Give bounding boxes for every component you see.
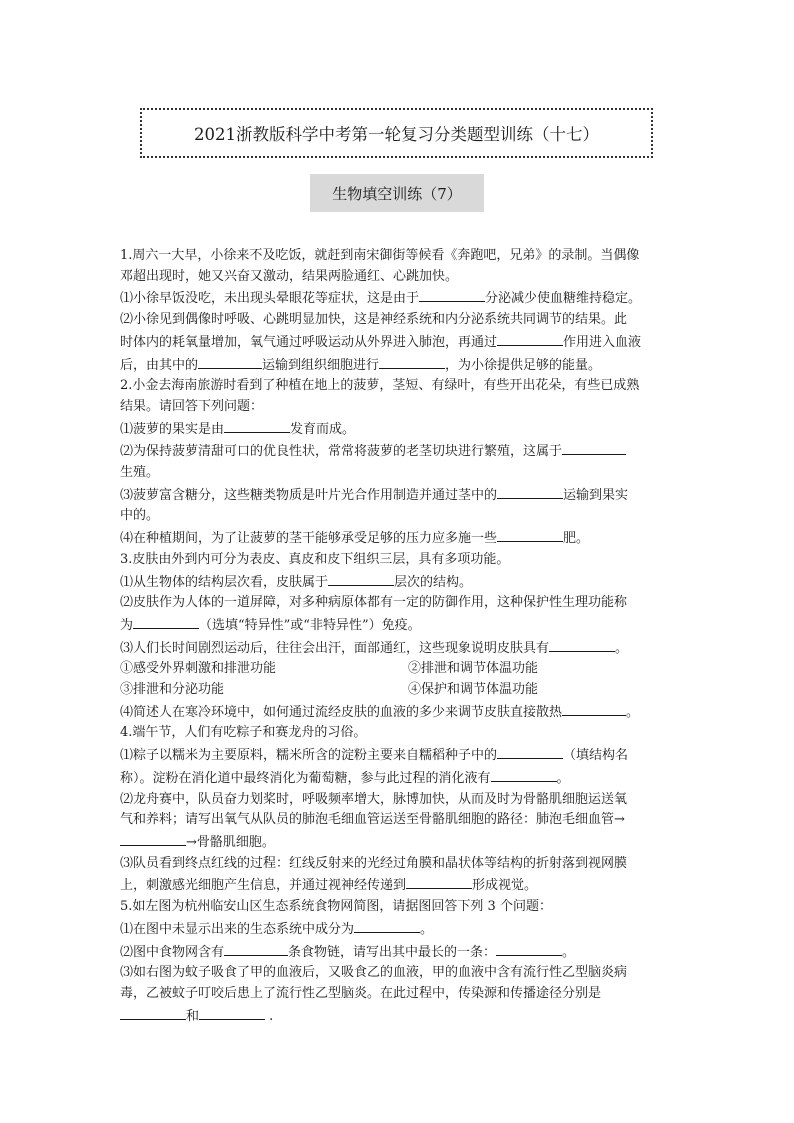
answer-blank bbox=[120, 1005, 186, 1020]
section-subtitle-box bbox=[310, 174, 484, 212]
answer-blank bbox=[549, 637, 615, 652]
answer-blank bbox=[354, 918, 420, 933]
question-3-part-2: ⑵皮肤作为人体的一道屏障，对多种病原体都有一定的防御作用，这种保护性生理功能称 bbox=[120, 595, 628, 611]
question-4-part-1: ⑴粽子以糯米为主要原料，糯米所含的淀粉主要来自糯稻种子中的 （填结构名 bbox=[120, 744, 680, 767]
answer-blank bbox=[224, 418, 290, 433]
answer-blank bbox=[496, 941, 562, 956]
option-2: ②排泄和调节体温功能 bbox=[408, 661, 539, 677]
answer-blank bbox=[120, 831, 186, 846]
question-5-stem: 5.如左图为杭州临安山区生态系统食物网简图，请据图回答下列 3 个问题： bbox=[120, 899, 552, 915]
question-5-part-1: ⑴在图中未显示出来的生态系统中成分为 。 bbox=[120, 918, 680, 941]
question-3-part-3: ⑶人们长时间剧烈运动后，往往会出汗，面部通红，这些现象说明皮肤具有 。 bbox=[120, 637, 680, 660]
question-1-part-2: ⑵小徐见到偶像时呼吸、心跳明显加快，这是神经系统和内分泌系统共同调节的结果。此 bbox=[120, 312, 628, 328]
question-4-part-2: ⑵龙舟赛中，队员奋力划桨时，呼吸频率增大，脉博加快，从而及时为骨骼肌细胞运送氧 bbox=[120, 791, 628, 807]
answer-blank bbox=[491, 767, 557, 782]
answer-blank bbox=[497, 527, 563, 542]
question-content: 1.周六一大早，小徐来不及吃饭，就赶到南宋御街等候看《奔跑吧，兄弟》的录制。当偶像 邓超出现时，她又兴奋又激动，结果两脸通红、心跳加快。 ⑴小徐早饭没吃，未出现头晕眼花等症状，这是由于 分泌减少使血糖维持稳定。 ⑵小徐见到偶像时呼吸、心跳明显加快，这是神经系统和内分泌系统共同调节的结果。此 时体内的耗氧量增加，氧气通过呼吸运动从外界进入肺泡，再通过 作用进入血液 后，由其中的 运输到组织细胞进行 ，为小徐提供足够的能量。 2.小金去海南旅游时看到了种植在地上的菠萝，茎短、有绿叶，有些开出花朵，有些已成熟 结果。请回答下列问题： ⑴菠萝的果实是由 发育而成。 ⑵为保持菠萝清甜可口的优良性状，常常将菠萝的老茎切块进行繁殖，这属于 生殖。 ⑶菠萝富含糖分，这些糖类物质是叶片光合作用制造并通过茎中的 运输到果实 中的。 ⑷在种植期间，为了让菠萝的茎干能够承受足够的压力应多施一些 肥。 3.皮肤由外到内可分为表皮、真皮和皮下组织三层，具有多项功能。 ⑴从生物体的结构层次看，皮肤属于 层次的结构。 ⑵皮肤作为人体的一道屏障，对多种病原体都有一定的防御作用，这种保护性生理功能称 为 （选填“特异性”或“非特异性”）免疫。 ⑶人们长时间剧烈运动后，往往会出汗，面部通红，这些现象说明皮肤具有 。 ①感受外界刺激和排泄功能 ②排泄和调节体温功能 ③排泄和分泌功能 ④保护和调节体温功能 ⑷简述人在寒冷环境中，如何通过流经皮肤的血液的多少来调节皮肤直接散热 。 4.端午节，人们有吃粽子和赛龙舟的习俗。 ⑴粽子以糯米为主要原料，糯米所含的淀粉主要来自糯稻种子中的 （填结构名 称）。淀粉在消化道中最终消化为葡萄糖，参与此过程的消化液有 。 ⑵龙舟赛中，队员奋力划桨时，呼吸频率增大，脉博加快，从而及时为骨骼肌细胞运送氧 气和养料；请写出氧气从队员的肺泡毛细血管运送至骨骼肌细胞的路径：肺泡毛细血管→ →骨骼肌细胞。 ⑶队员看到终点红线的过程：红线反射来的光经过角膜和晶状体等结构的折射落到视网膜 上，刺激感光细胞产生信息，并通过视神经传递到 形成视觉。 5.如左图为杭州临安山区生态系统食物网简图，请据图回答下列 3 个问题： ⑴在图中未显示出来的生态系统中成分为 。 ⑵图中食物网含有 条食物链，请写出其中最长的一条： 。 ⑶如右图为蚊子吸食了甲的血液后，又吸食乙的血液，甲的血液中含有流行性乙型脑炎病 毒，乙被蚊子叮咬后患上了流行性乙型脑炎。在此过程中，传染源和传播途径分别是 和 . bbox=[120, 246, 680, 1027]
answer-blank bbox=[497, 331, 563, 346]
question-4-stem: 4.端午节，人们有吃粽子和赛龙舟的习俗。 bbox=[120, 725, 367, 741]
answer-blank bbox=[379, 354, 445, 369]
question-3-part-4: ⑷简述人在寒冷环境中，如何通过流经皮肤的血液的多少来调节皮肤直接散热 。 bbox=[120, 701, 680, 724]
section-subtitle: 生物填空训练（7） bbox=[332, 184, 462, 203]
answer-blank bbox=[224, 941, 288, 956]
answer-blank bbox=[497, 484, 563, 499]
question-2-part-4: ⑷在种植期间，为了让菠萝的茎干能够承受足够的压力应多施一些 肥。 bbox=[120, 527, 680, 550]
question-4-part-3: ⑶队员看到终点红线的过程：红线反射来的光经过角膜和晶状体等结构的折射落到视网膜 bbox=[120, 855, 628, 871]
question-3-part-1: ⑴从生物体的结构层次看，皮肤属于 层次的结构。 bbox=[120, 571, 680, 594]
option-4: ④保护和调节体温功能 bbox=[408, 682, 539, 698]
answer-blank bbox=[419, 287, 485, 302]
question-3-options-row-1 bbox=[120, 659, 680, 680]
answer-blank bbox=[497, 744, 563, 759]
answer-blank bbox=[562, 701, 626, 716]
option-1: ①感受外界刺激和排泄功能 bbox=[120, 661, 277, 677]
option-3: ③排泄和分泌功能 bbox=[120, 682, 225, 698]
question-5-part-3: ⑶如右图为蚊子吸食了甲的血液后，又吸食乙的血液，甲的血液中含有流行性乙型脑炎病 bbox=[120, 965, 628, 981]
answer-blank bbox=[562, 440, 626, 455]
question-5-part-2: ⑵图中食物网含有 条食物链，请写出其中最长的一条： 。 bbox=[120, 941, 680, 964]
page-title: 2021浙教版科学中考第一轮复习分类题型训练（十七） bbox=[194, 125, 599, 144]
question-1-part-1: ⑴小徐早饭没吃，未出现头晕眼花等症状，这是由于 分泌减少使血糖维持稳定。 bbox=[120, 287, 680, 310]
answer-blank bbox=[198, 354, 262, 369]
question-2-part-1: ⑴菠萝的果实是由 发育而成。 bbox=[120, 418, 680, 441]
answer-blank bbox=[328, 571, 394, 586]
page-title-box bbox=[140, 108, 653, 158]
question-3-stem: 3.皮肤由外到内可分为表皮、真皮和皮下组织三层，具有多项功能。 bbox=[120, 551, 510, 567]
answer-blank bbox=[406, 874, 472, 889]
question-2-stem: 2.小金去海南旅游时看到了种植在地上的菠萝，茎短、有绿叶，有些开出花朵，有些已成熟 bbox=[120, 378, 640, 394]
answer-blank bbox=[133, 614, 199, 629]
question-1-stem: 1.周六一大早，小徐来不及吃饭，就赶到南宋御街等候看《奔跑吧，兄弟》的录制。当偶像 bbox=[120, 248, 640, 263]
question-2-part-2: ⑵为保持菠萝清甜可口的优良性状，常常将菠萝的老茎切块进行繁殖，这属于 bbox=[120, 440, 680, 463]
question-2-part-3: ⑶菠萝富含糖分，这些糖类物质是叶片光合作用制造并通过茎中的 运输到果实 bbox=[120, 484, 680, 507]
answer-blank bbox=[199, 1005, 265, 1020]
question-3-options-row-2 bbox=[120, 680, 680, 701]
